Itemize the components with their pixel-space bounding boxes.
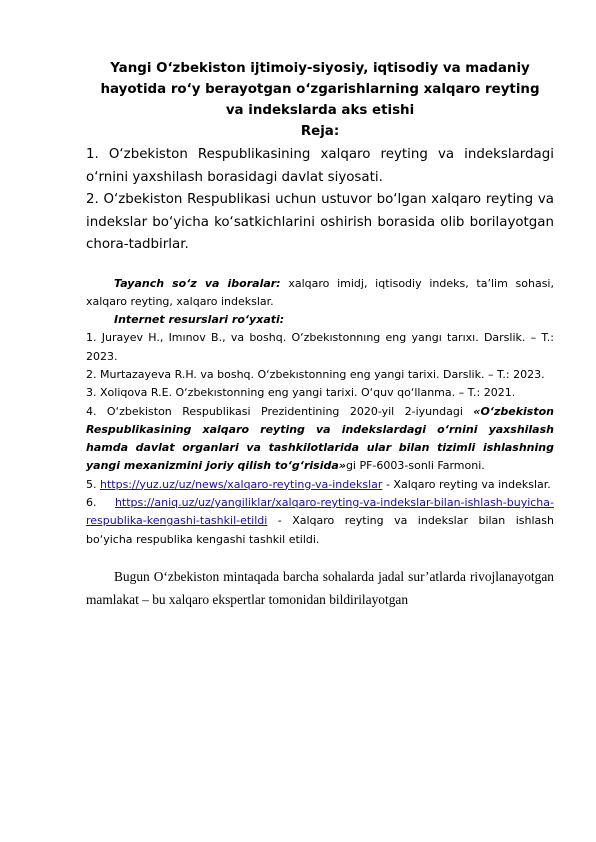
spacer — [86, 549, 554, 565]
spacer — [86, 257, 554, 275]
source-6-number: 6. — [86, 496, 115, 510]
keywords-label: Tayanch so‘z va iboralar: — [114, 276, 281, 290]
source-item-2: 2. Murtazayeva R.H. va boshq. O‘zbekıstonning eng yangi tarixi. Darslik. – T.: 2023. — [86, 367, 545, 381]
plan-list — [86, 144, 554, 257]
source-item-3: 3. Xoliqova R.E. O‘zbekıstonning eng yangi tarixi. O‘quv qo‘llanma. – T.: 2021. — [86, 386, 516, 400]
source-5-link[interactable]: https://yuz.uz/uz/news/xalqaro-reyting-va-indekslar — [100, 477, 383, 491]
source-4-prefix: 4. O‘zbekiston Respublikasi Prezidentining 2020-yil 2-iyundagi — [86, 404, 474, 418]
source-item-1: 1. Jurayev H., Imınov B., va boshq. O‘zbekıstonnıng eng yangı tarıxı. Darslik. – T.: 2023. — [86, 331, 554, 363]
source-item-5 — [86, 476, 554, 494]
plan-item-2: 2. O‘zbekiston Respublikasi uchun ustuvor bo‘lgan xalqaro reyting va indekslar bo‘yicha ko‘satkichlarini oshirish borasida olib borilayotgan chora-tadbirlar. — [86, 192, 554, 252]
source-6-link[interactable]: https://aniq.uz/uz/yangiliklar/xalqaro-reyting-va-indekslar-bilan-ishlash-buyicha-respublika-kengashi-tashkil-etildi — [86, 496, 554, 528]
document-title-line-3: va indekslarda aks etishi — [225, 103, 415, 118]
source-6-text: - Xalqaro reyting va indekslar bilan ishlash bo‘yicha respublika kengashi tashkil etildi. — [86, 514, 554, 546]
body-paragraph: Bugun O‘zbekiston mintaqada barcha sohalarda jadal sur’atlarda rivojlanayotgan mamlakat – bu xalqaro ekspertlar tomonidan bildirilayotgan — [86, 568, 554, 607]
document-content — [86, 58, 554, 611]
keywords-paragraph — [86, 275, 554, 312]
keywords-text: xalqaro imidj, iqtisodiy indeks, ta’lim sohasi, xalqaro reyting, xalqaro indekslar. — [86, 276, 554, 308]
internet-resources-heading — [86, 311, 554, 329]
source-5-number: 5. — [86, 477, 100, 491]
source-5-text: - Xalqaro reyting va indekslar. — [382, 477, 551, 491]
source-item-4 — [86, 403, 554, 476]
document-title-line-1: Yangi O‘zbekiston ijtimoiy-siyosiy, iqtisodiy va madaniy — [110, 61, 530, 76]
plan-heading: Reja: — [300, 124, 340, 139]
source-4-suffix: gi PF-6003-sonli Farmoni. — [345, 459, 485, 473]
plan-item-1: 1. O‘zbekiston Respublikasining xalqaro reyting va indekslardagi o‘rnini yaxshilash borasidagi davlat siyosati. — [86, 147, 554, 185]
source-4-decree-title: «O‘zbekiston Respublikasining xalqaro reyting va indekslardagi o‘rnini yaxshilash hamda davlat organlari va tashkilotlarida ular bilan tizimli ishlashning yangi mexanizmini joriy qilish to‘g‘risida» — [86, 404, 554, 473]
document-title-line-2: hayotida ro‘y berayotgan o‘zgarishlarning xalqaro reyting — [100, 82, 540, 97]
source-item-6 — [86, 494, 554, 549]
internet-heading-text: Internet resurslari ro‘yxati: — [114, 313, 285, 327]
